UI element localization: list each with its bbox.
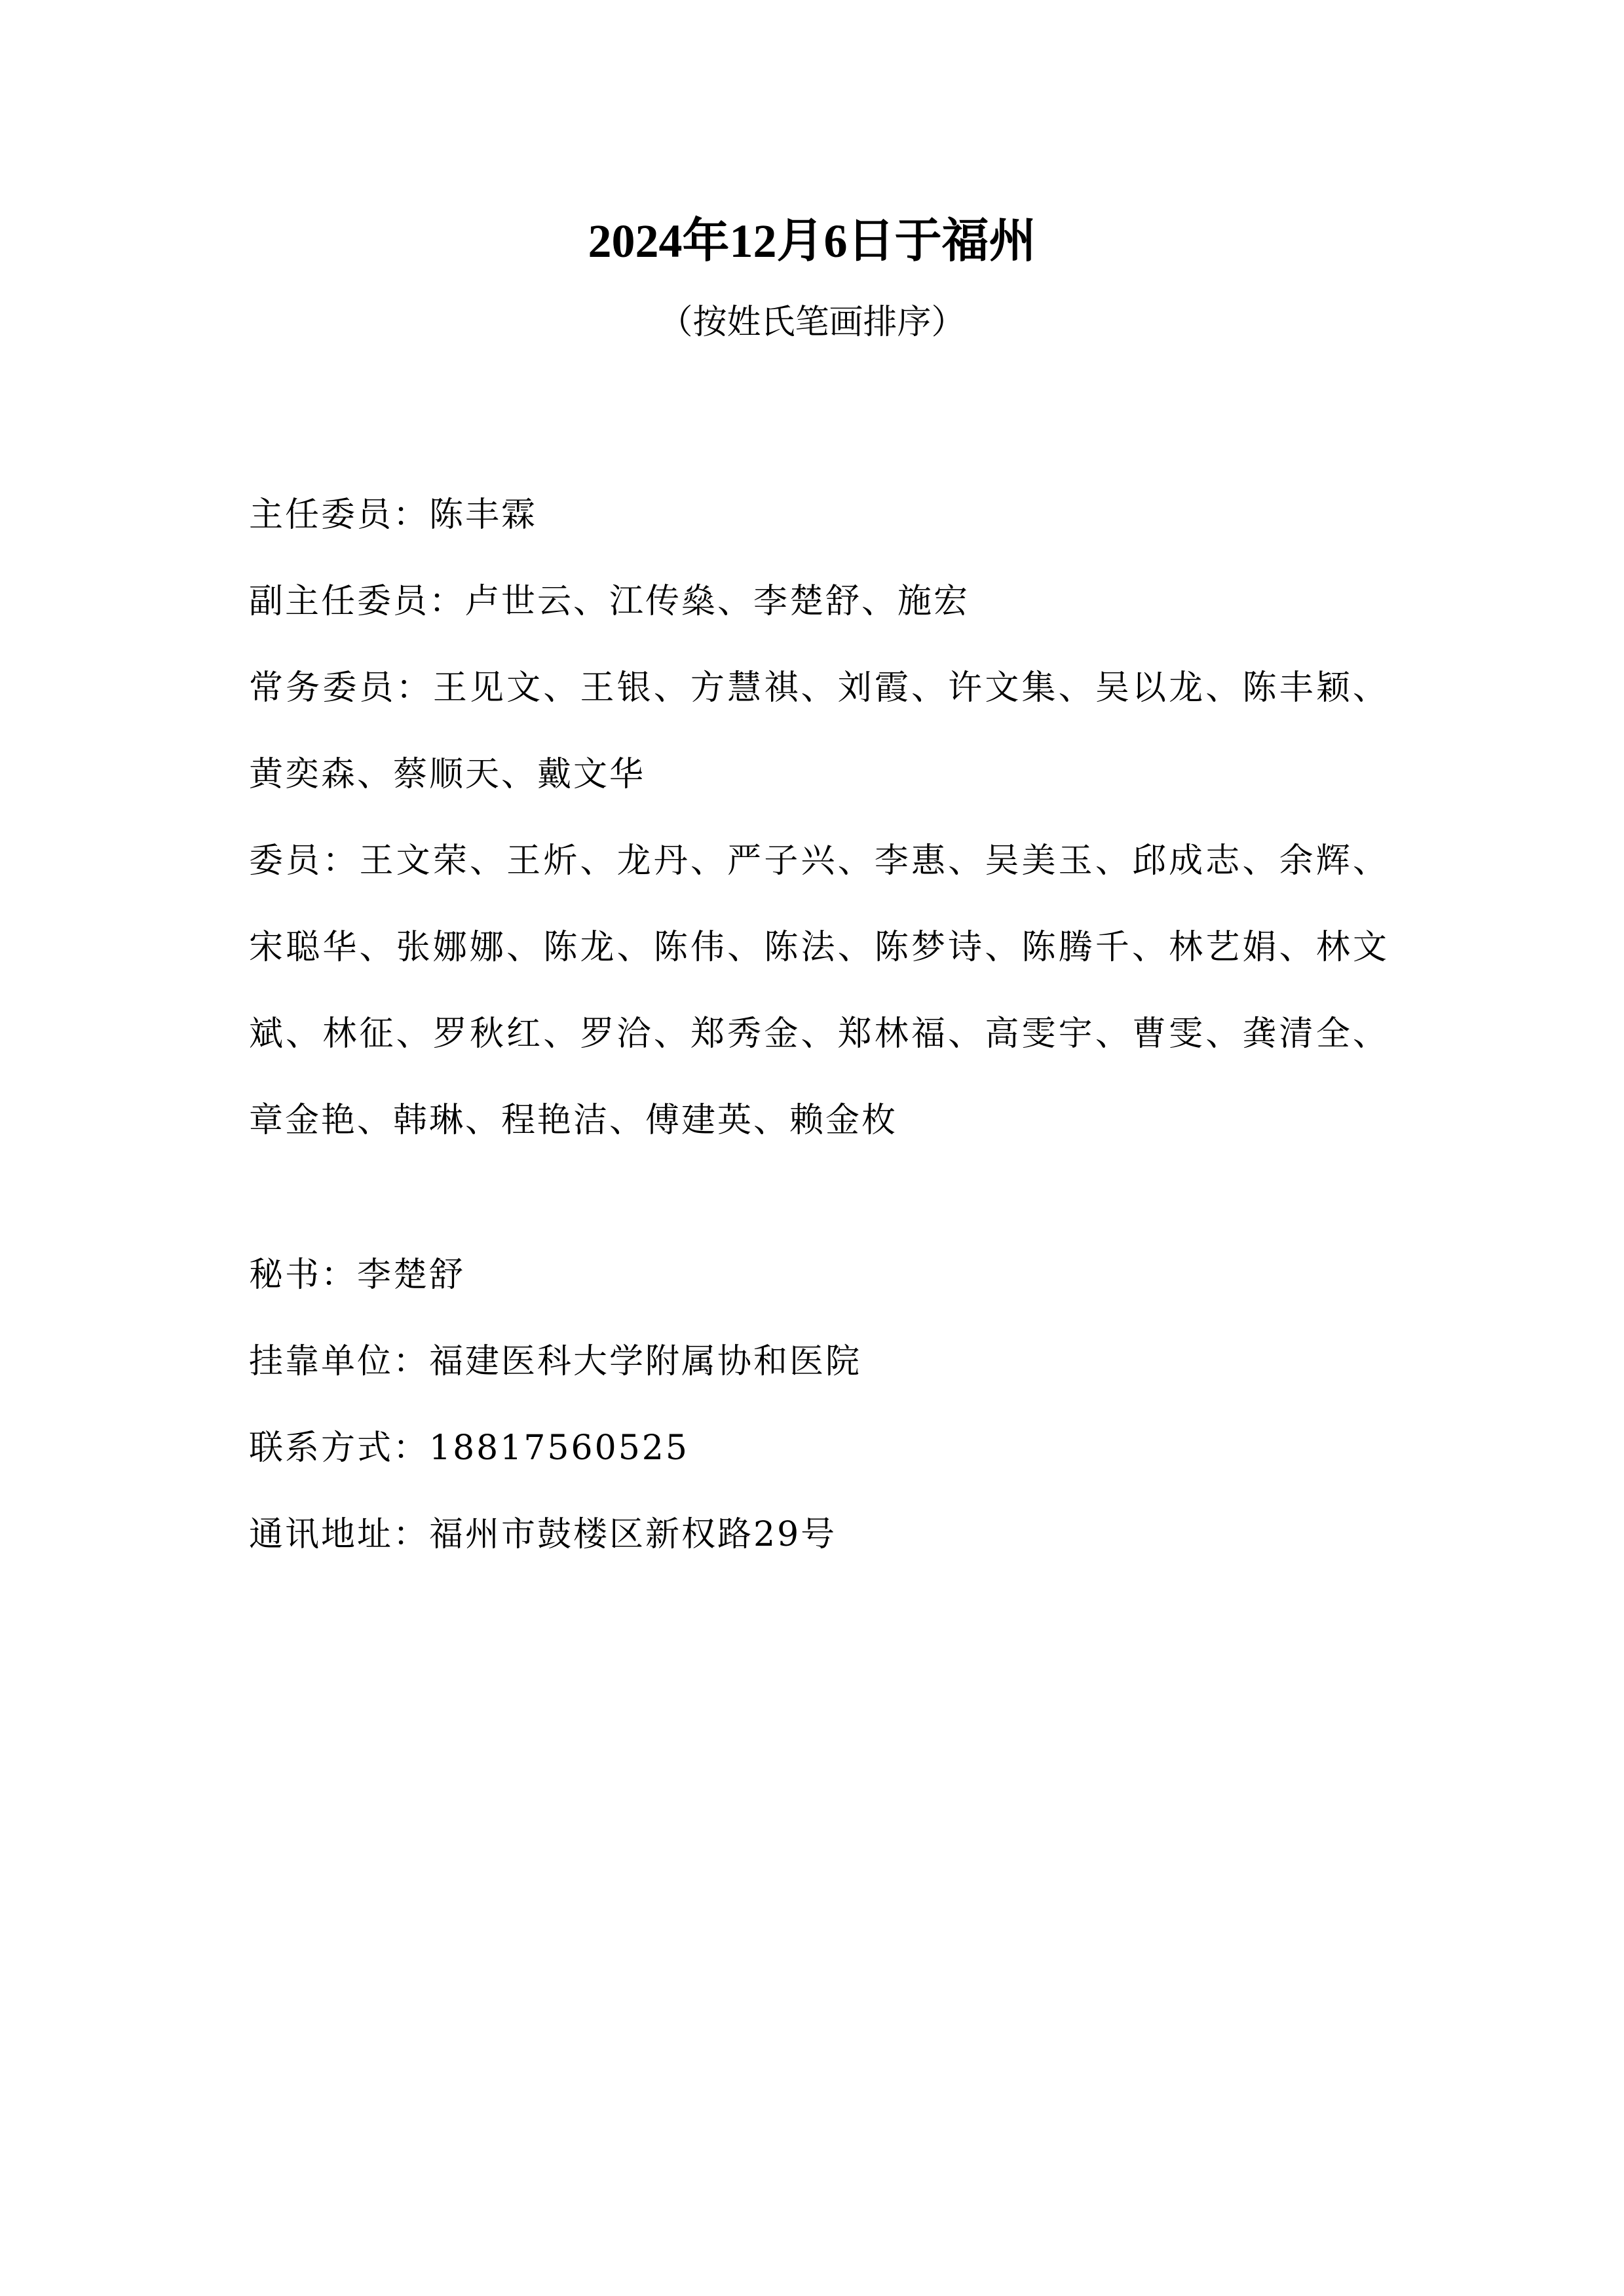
host-unit-value: 福建医科大学附属协和医院 [429,1342,862,1381]
director-row [249,472,1389,558]
host-unit-row [249,1318,1389,1405]
address-label: 通讯地址： [249,1515,430,1554]
secretary-row [249,1232,1389,1318]
phone-row [249,1405,1389,1491]
address-row [249,1491,1389,1578]
sort-order-note: （按姓氏笔画排序） [658,303,966,342]
members-names: 王文荣、王炘、龙丹、严子兴、李惠、吴美玉、邱成志、余辉、宋聪华、张娜娜、陈龙、陈伟、陈法、陈梦诗、陈腾千、林艺娟、林文斌、林征、罗秋红、罗洽、郑秀金、郑林福、高雯宇、曹雯、龚清全、章金艳、韩琳、程艳洁、傅建英、赖金枚 [249,841,1389,1140]
director-label: 主任委员： [249,495,430,535]
director-names: 陈丰霖 [429,495,538,535]
vice-directors-names: 卢世云、江传燊、李楚舒、施宏 [465,582,970,621]
members-block [249,818,1389,1164]
document-date-title: 2024年12月6日于福州 [588,215,1036,267]
phone-value: 18817560525 [429,1428,689,1468]
host-unit-label: 挂靠单位： [249,1342,430,1381]
standing-members-label: 常务委员： [249,668,433,708]
standing-members-names: 王见文、王银、方慧祺、刘霞、许文集、吴以龙、陈丰颖、黄奕森、蔡顺天、戴文华 [249,668,1389,794]
secretary-value: 李楚舒 [357,1255,466,1295]
secretary-label: 秘书： [249,1255,358,1295]
vice-directors-row [249,558,1389,645]
committee-member-list [249,472,1389,1164]
vice-directors-label: 副主任委员： [249,582,466,621]
address-value: 福州市鼓楼区新权路29号 [429,1515,837,1554]
members-label: 委员： [249,841,360,881]
phone-label: 联系方式： [249,1428,430,1468]
contact-info [249,1232,1389,1578]
standing-members-block [249,645,1389,818]
